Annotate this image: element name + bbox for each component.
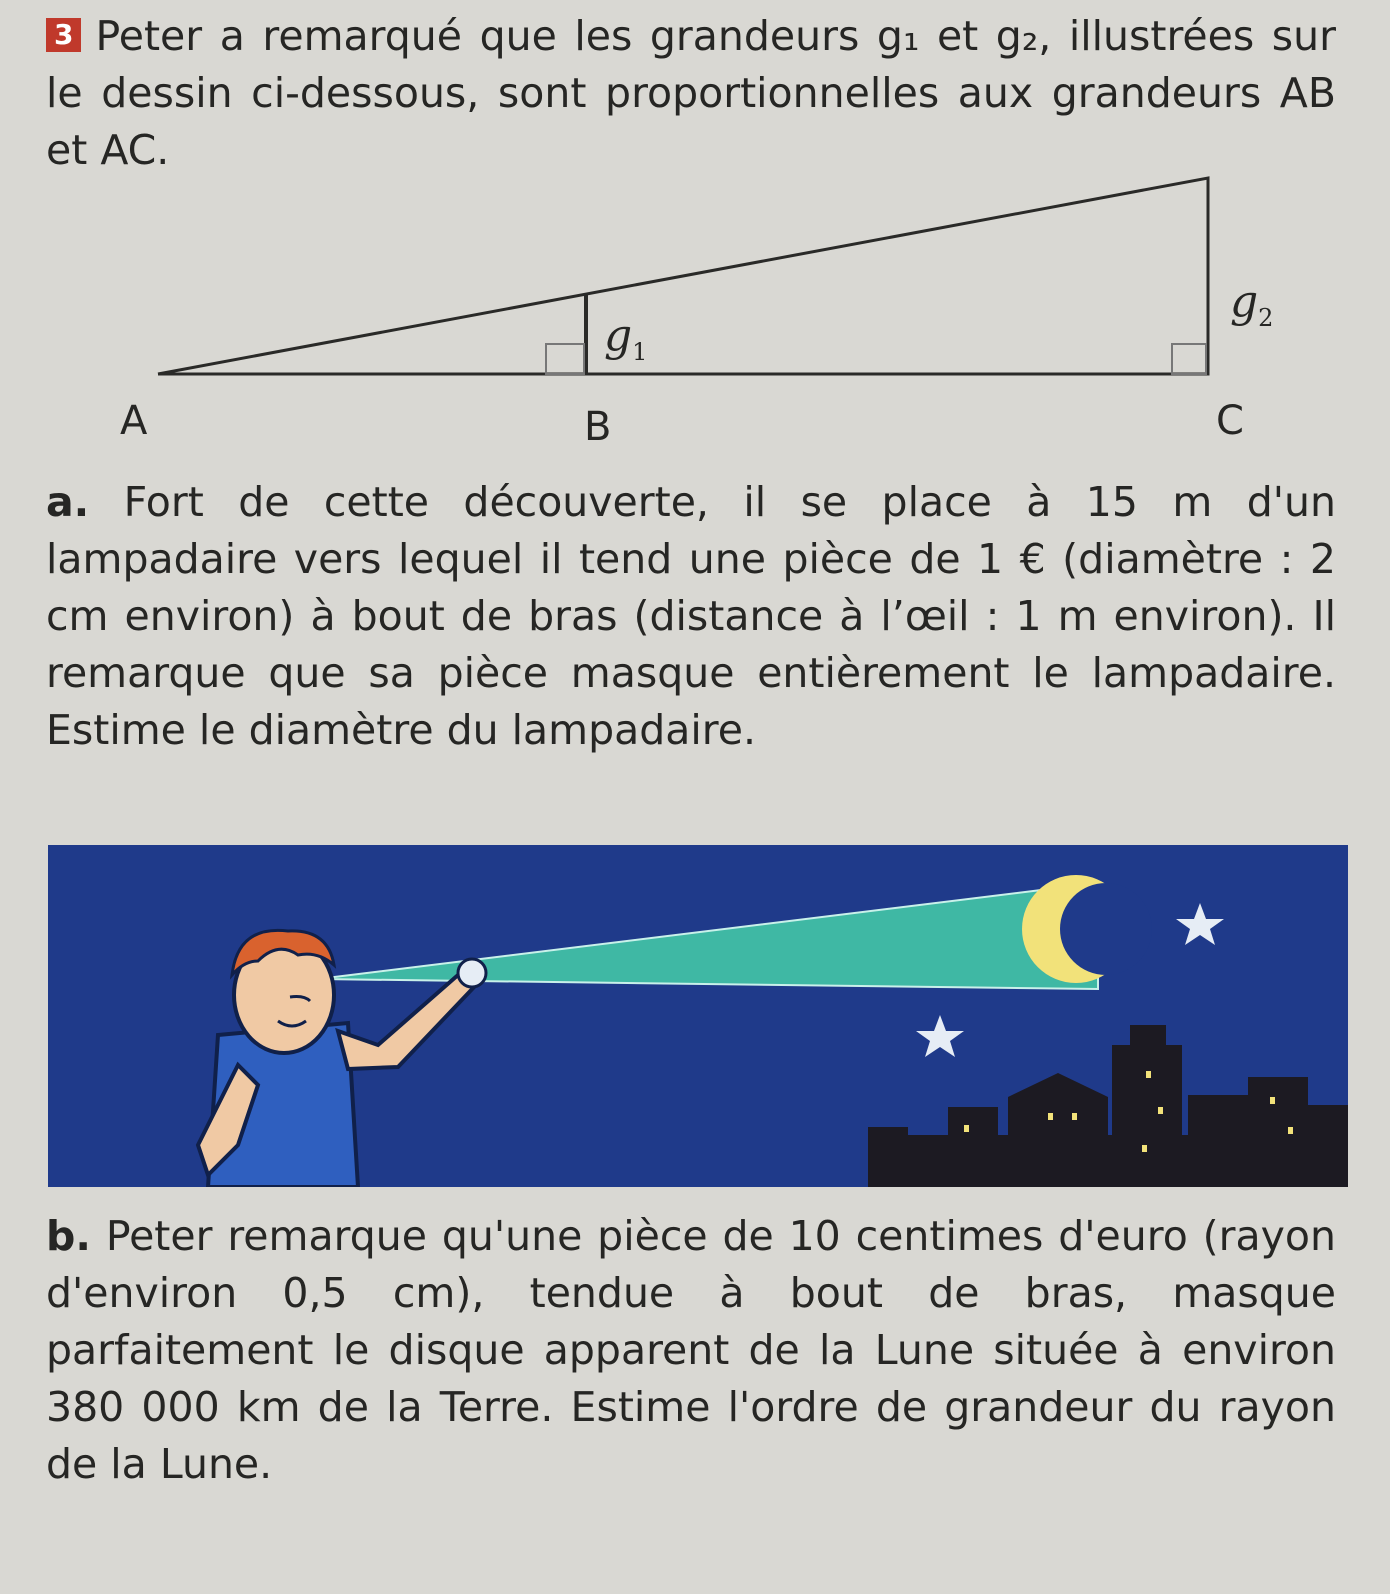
coin-icon [458,959,486,987]
g1-label [604,310,647,366]
question-b-text: Peter remarque qu'une pièce de 10 centimes d'euro (rayon d'environ 0,5 cm), tendue à bout de bras, masque parfaitement le disque apparent de la Lune située à environ 380 000 km de la Terre. Estime l'ordre de grandeur du rayon de la Lune. [46,1212,1336,1488]
triangle-diagram [0,0,1390,480]
question-b [46,1208,1336,1493]
point-b-label: B [584,404,612,450]
g2-label [1230,276,1273,332]
point-a-label: A [120,398,148,444]
question-a-label: a. [46,478,90,526]
exercise-number-badge: 3 [46,18,81,52]
question-b-label: b. [46,1212,91,1260]
question-a-text: Fort de cette découverte, il se place à 15 m d'un lampadaire vers lequel il tend une pièce de 1 € (diamètre : 2 cm environ) à bout de bras (distance à l’œil : 1 m environ). Il remarque que sa pièce masque entièrement le lampadaire. Estime le diamètre du lampadaire. [46,478,1336,754]
right-angle-mark-c [1172,344,1206,374]
g1-subscript: 1 [632,337,648,366]
g2-subscript: 2 [1258,303,1274,332]
exercise-intro-text: Peter a remarqué que les grandeurs g₁ et g₂, illustrées sur le dessin ci-dessous, sont proportionnelles aux grandeurs AB et AC. [46,12,1336,174]
question-a [46,474,1336,759]
point-c-label: C [1216,398,1244,444]
right-angle-mark-b [546,344,584,374]
g1-letter: g [604,310,633,361]
g2-letter: g [1230,276,1259,327]
triangle-outline [158,178,1208,374]
night-sky-illustration [48,845,1348,1187]
